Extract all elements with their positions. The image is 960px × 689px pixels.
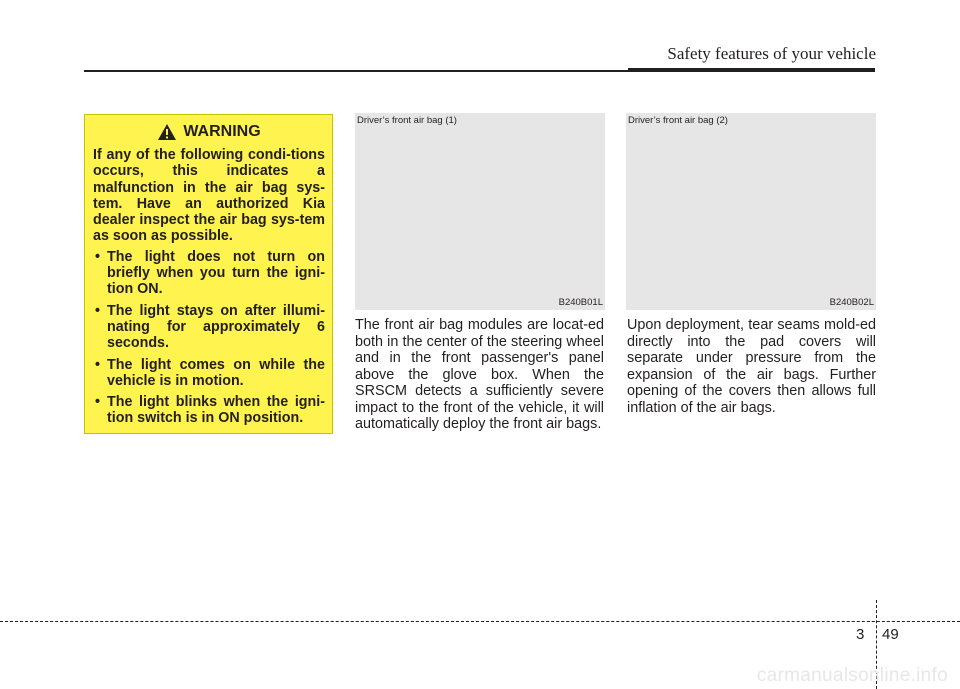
bullet: • [95, 356, 101, 373]
bullet: • [95, 248, 101, 265]
bullet: • [95, 302, 101, 319]
warning-heading [93, 123, 325, 141]
warning-box [84, 114, 333, 434]
warning-list-item [93, 357, 325, 390]
watermark: carmanualsonline.info [756, 665, 948, 686]
warning-list-item [93, 249, 325, 298]
warning-item-text: The light blinks when the igni-tion switch is in ON position. [107, 394, 325, 427]
warning-list [93, 249, 325, 427]
footer-rule [0, 621, 960, 622]
warning-item-text: The light does not turn on briefly when you turn the igni-tion ON. [107, 248, 325, 298]
warning-item-text: The light comes on while the vehicle is in motion. [107, 356, 325, 389]
bullet: • [95, 394, 101, 411]
warning-triangle-icon [157, 123, 177, 141]
page-number: 49 [882, 626, 899, 643]
warning-list-item [93, 303, 325, 352]
figure-code: B240B02L [829, 297, 874, 308]
chapter-number: 3 [856, 626, 865, 643]
figure-driver-airbag-1 [355, 113, 605, 310]
figure-caption: Driver’s front air bag (2) [628, 115, 728, 126]
warning-intro: If any of the following condi-tions occurs, this indicates a malfunction in the air bag sys-tem. Have an authorized Kia dealer inspect the air bag sys-tem as soon as possible. [93, 147, 325, 245]
section-title: Safety features of your vehicle [667, 44, 876, 63]
header-rule-accent [628, 68, 875, 72]
figure-driver-airbag-2 [626, 113, 876, 310]
warning-title: WARNING [183, 122, 261, 140]
body-paragraph-airbag-deployment: Upon deployment, tear seams mold-ed directly into the pad covers will separate under pressure from the expansion of the air bags. Further opening of the covers then allows full inflation of the air bags. [627, 317, 876, 416]
body-paragraph-airbag-location: The front air bag modules are locat-ed both in the center of the steering wheel and in the front passenger's panel above the glove box. When the SRSCM detects a sufficiently severe impact to the front of the vehicle, it will automatically deploy the front air bags. [355, 317, 604, 432]
warning-item-text: The light stays on after illumi-nating for approximately 6 seconds. [107, 302, 325, 352]
figure-code: B240B01L [558, 297, 603, 308]
warning-list-item [93, 394, 325, 427]
figure-caption: Driver’s front air bag (1) [357, 115, 457, 126]
